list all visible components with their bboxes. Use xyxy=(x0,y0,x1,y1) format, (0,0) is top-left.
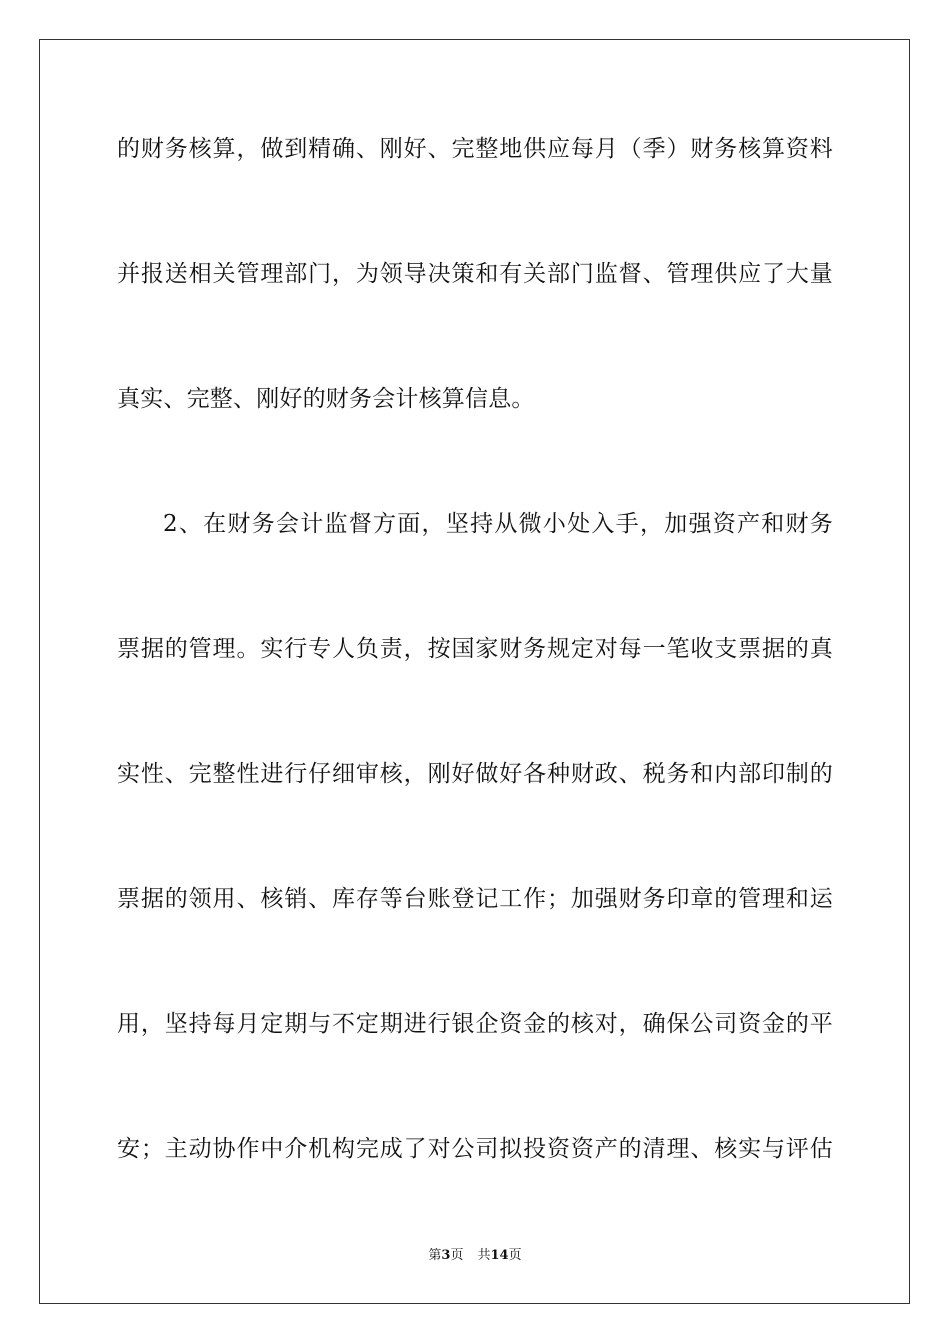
page-number: 3 xyxy=(441,1248,451,1263)
body-line-7: 票据的领用、核销、库存等台账登记工作；加强财务印章的管理和运 xyxy=(117,886,833,912)
body-line-6: 实性、完整性进行仔细审核，刚好做好各种财政、税务和内部印制的 xyxy=(117,761,833,787)
body-line-4: 2、在财务会计监督方面，坚持从微小处入手，加强资产和财务 xyxy=(163,511,833,537)
body-line-1: 的财务核算，做到精确、刚好、完整地供应每月（季）财务核算资料 xyxy=(117,136,833,162)
body-line-5: 票据的管理。实行专人负责，按国家财务规定对每一笔收支票据的真 xyxy=(117,636,833,662)
page-border xyxy=(39,39,910,1304)
page-footer xyxy=(0,1247,950,1265)
body-line-3: 真实、完整、刚好的财务会计核算信息。 xyxy=(117,386,535,412)
total-suffix: 页 xyxy=(508,1248,522,1263)
body-line-8: 用，坚持每月定期与不定期进行银企资金的核对，确保公司资金的平 xyxy=(117,1011,833,1037)
body-line-2: 并报送相关管理部门，为领导决策和有关部门监督、管理供应了大量 xyxy=(117,261,833,287)
total-prefix: 共 xyxy=(477,1248,491,1263)
page-suffix: 页 xyxy=(450,1248,464,1263)
total-pages: 14 xyxy=(490,1248,509,1263)
body-line-9: 安；主动协作中介机构完成了对公司拟投资资产的清理、核实与评估 xyxy=(117,1136,833,1162)
page-prefix: 第 xyxy=(428,1248,442,1263)
